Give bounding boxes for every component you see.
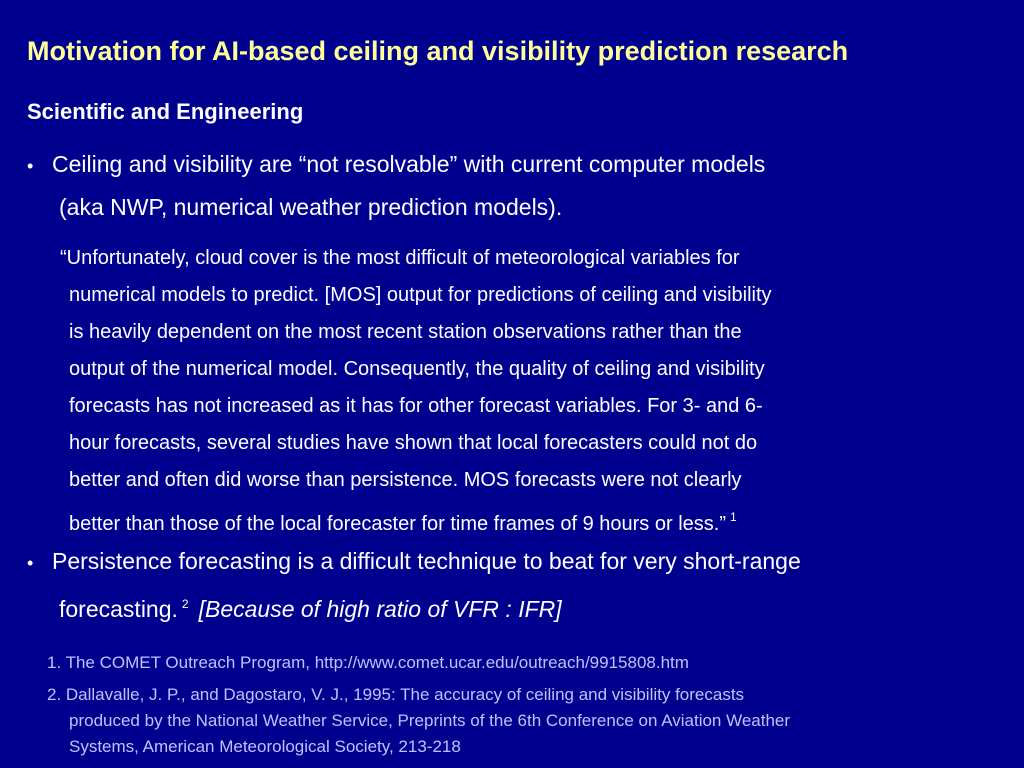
quote-line: is heavily dependent on the most recent station observations rather than the [69, 321, 742, 343]
quote-line: better and often did worse than persistence. MOS forecasts were not clearly [69, 469, 742, 491]
section-subtitle: Scientific and Engineering [27, 99, 304, 124]
bullet-2-line-2 [27, 583, 1007, 631]
reference-2-line-2: produced by the National Weather Service, Preprints of the 6th Conference on Aviation Weather [69, 711, 791, 730]
reference-2-line-1: 2. Dallavalle, J. P., and Dagostaro, V. J., 1995: The accuracy of ceiling and visibility forecasts [47, 685, 745, 704]
quote-line-last [60, 499, 990, 543]
quote-line: forecasts has not increased as it has for other forecast variables. For 3- and 6- [69, 395, 763, 417]
bullet-1-line-1: Ceiling and visibility are “not resolvable” with current computer models [52, 151, 766, 177]
quote-block [60, 240, 990, 543]
bullet-2-line-2-text: forecasting. [59, 596, 178, 622]
quote-line: “Unfortunately, cloud cover is the most difficult of meteorological variables for [60, 247, 740, 269]
bullet-marker: • [27, 553, 34, 573]
bullet-2-footnote-ref: 2 [181, 597, 189, 611]
slide-title: Motivation for AI-based ceiling and visibility prediction research [27, 36, 849, 66]
bullet-2-line-1: Persistence forecasting is a difficult technique to beat for very short-range [52, 548, 801, 574]
bullet-1-line-2: (aka NWP, numerical weather prediction models). [59, 194, 563, 220]
bullet-marker: • [27, 156, 34, 176]
quote-line: output of the numerical model. Consequently, the quality of ceiling and visibility [69, 358, 765, 380]
references [47, 650, 1007, 760]
quote-line: hour forecasts, several studies have shown that local forecasters could not do [69, 432, 758, 454]
bullet-1 [27, 143, 1007, 229]
quote-line-text: better than those of the local forecaster for time frames of 9 hours or less.” [69, 513, 726, 535]
reference-2-line-3: Systems, American Meteorological Society, 213-218 [69, 737, 461, 756]
reference-1-line-1: 1. The COMET Outreach Program, http://www.comet.ucar.edu/outreach/9915808.htm [47, 653, 689, 672]
quote-line: numerical models to predict. [MOS] output for predictions of ceiling and visibility [69, 284, 772, 306]
reference-2 [47, 682, 1007, 760]
bullet-2 [27, 540, 1007, 631]
bullet-2-italic-note: [Because of high ratio of VFR : IFR] [198, 596, 562, 622]
quote-footnote-ref: 1 [729, 510, 737, 524]
reference-1 [47, 650, 1007, 676]
